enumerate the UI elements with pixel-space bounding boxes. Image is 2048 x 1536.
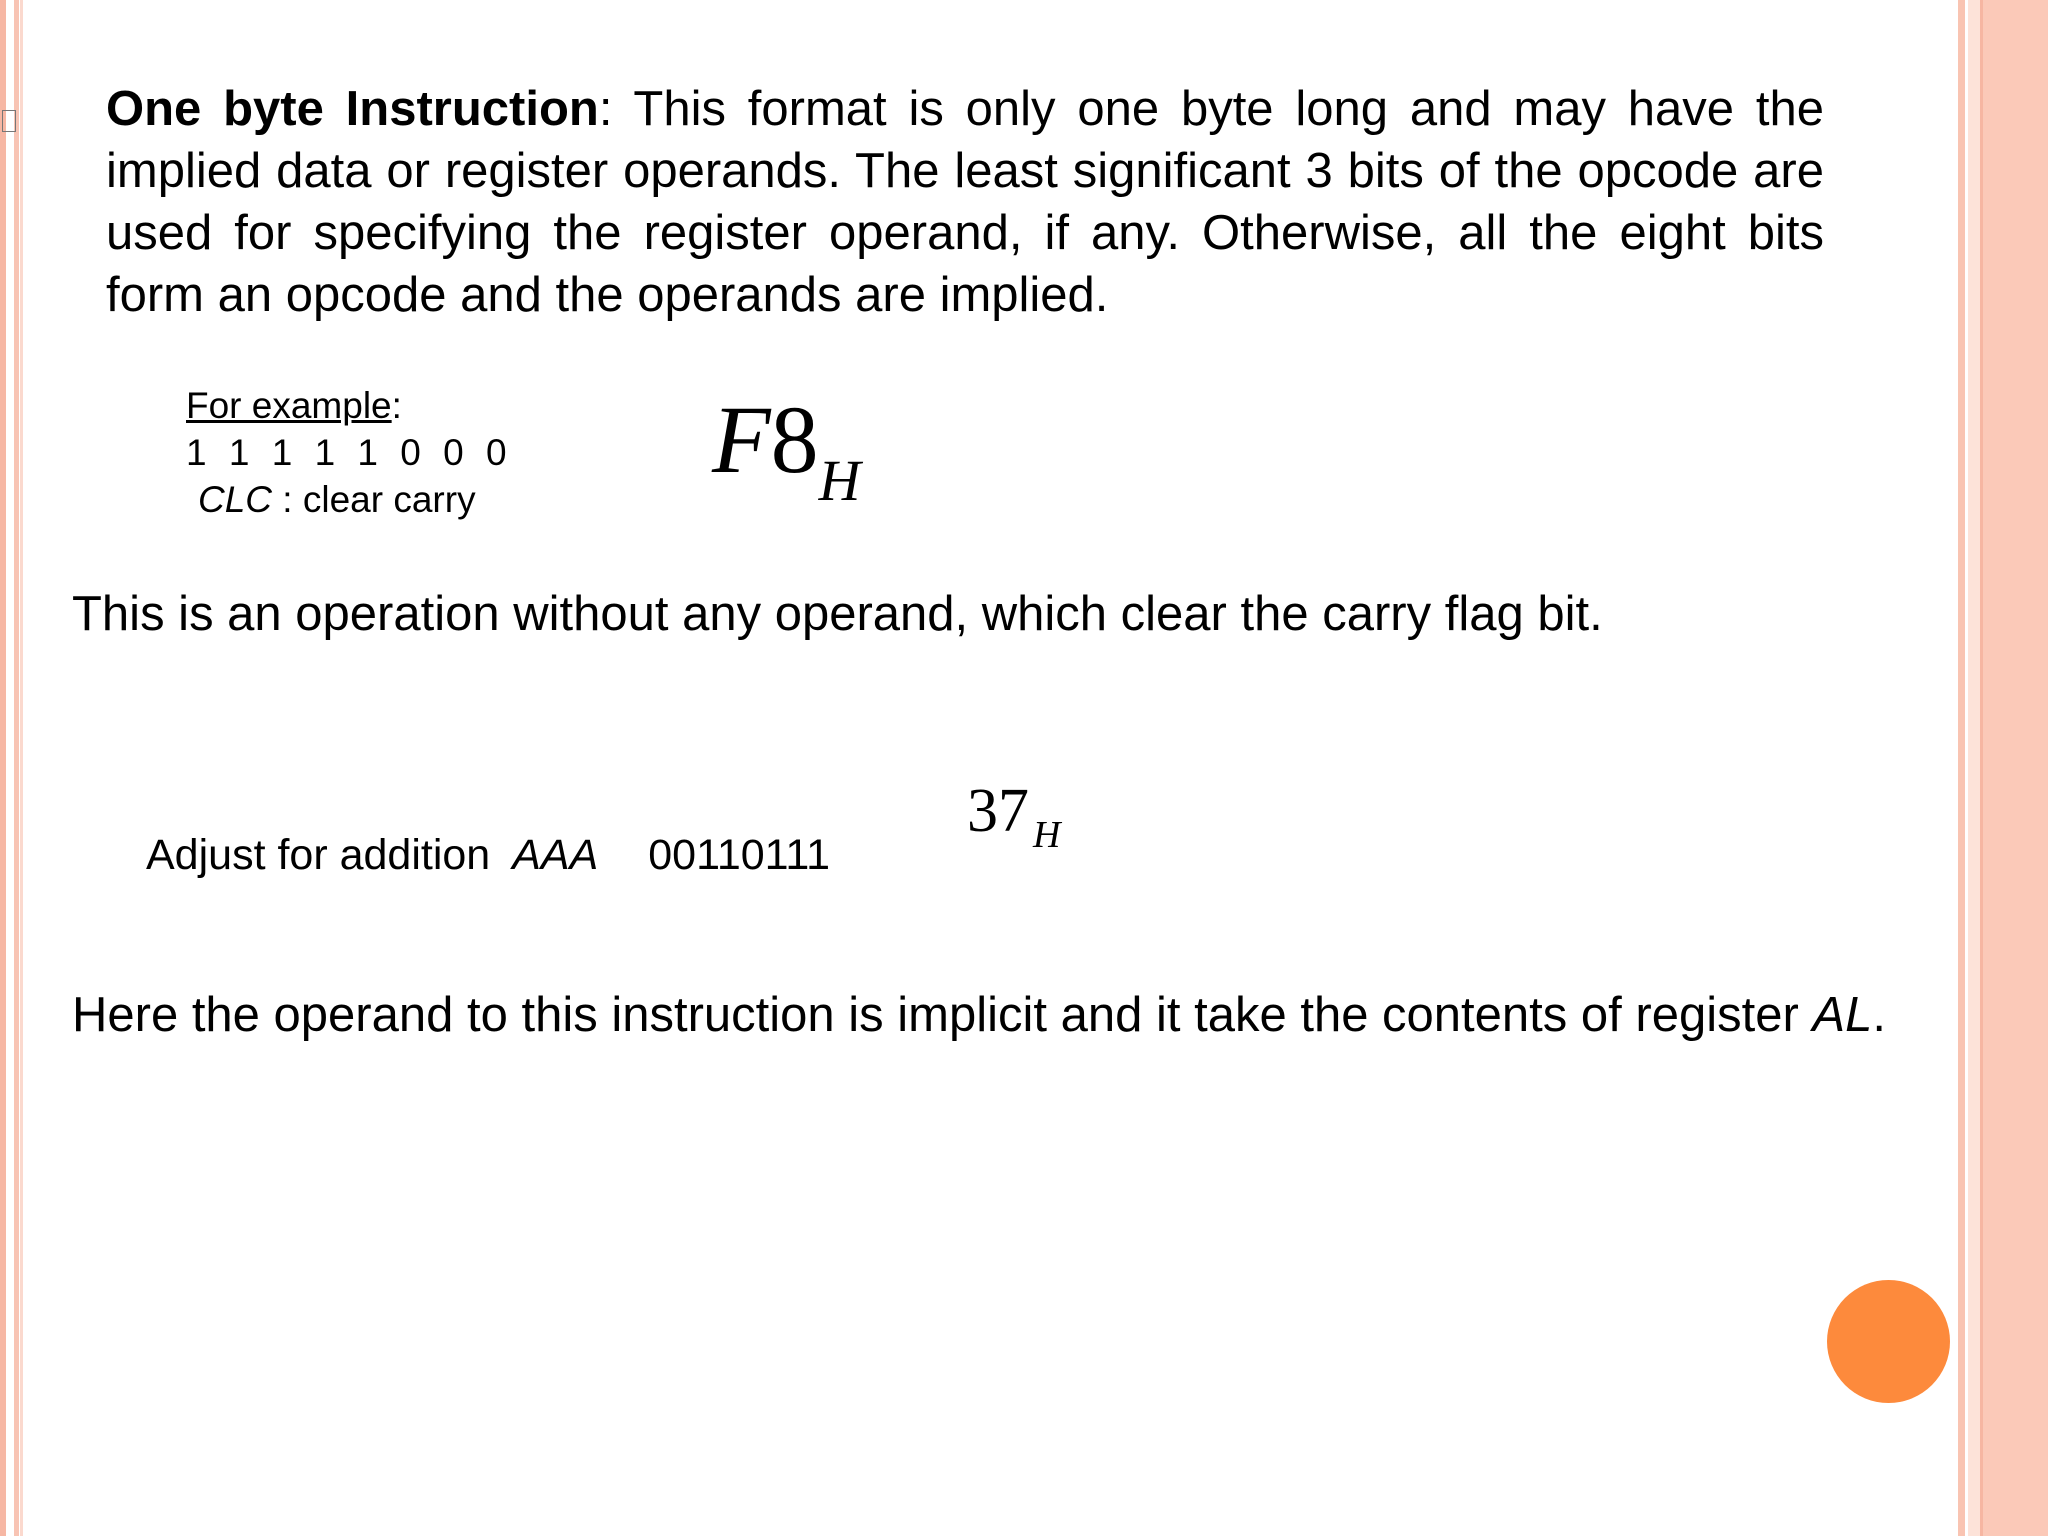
aaa-register: AL	[1812, 988, 1873, 1042]
aaa-hex-value	[967, 776, 1060, 870]
left-border-line	[14, 0, 19, 1536]
aaa-description: Adjust for addition	[146, 831, 491, 879]
example-label: For example	[186, 385, 392, 426]
aaa-explanation-end: .	[1872, 988, 1886, 1042]
example-heading	[186, 382, 513, 429]
example-bits: 1 1 1 1 1 0 0 0	[186, 432, 513, 473]
aaa-hex-subscript: H	[1033, 814, 1061, 856]
aaa-binary: 00110111	[648, 831, 831, 879]
example-label-suffix: :	[391, 385, 402, 426]
clc-explanation: This is an operation without any operand, which clear the carry flag bit.	[72, 587, 1603, 641]
clc-description: : clear carry	[272, 479, 476, 520]
clc-hex-letter: F	[712, 386, 771, 493]
orange-circle-decoration	[1827, 1280, 1950, 1403]
aaa-explanation-text: Here the operand to this instruction is implicit and it take the contents of register	[72, 988, 1813, 1042]
clc-mnemonic: CLC	[198, 479, 273, 520]
aaa-mnemonic: AAA	[512, 831, 599, 879]
clc-hex-subscript: H	[818, 448, 861, 513]
aaa-hex-number: 37	[967, 777, 1029, 845]
clc-hex-value	[712, 386, 861, 531]
bullet-icon	[2, 110, 16, 132]
intro-text: : This format is only one byte long and may have the implied data or register operands. The least significant 3 bits of the opcode are used for specifying the register operand, if any. Otherwise, all the eight bits form an opcode and the operands are implied.	[106, 82, 1824, 322]
left-border-band	[0, 0, 6, 1536]
aaa-explanation	[72, 984, 1892, 1046]
right-border-gap	[1968, 0, 1980, 1536]
aaa-row	[146, 829, 830, 881]
right-border-stripe	[1958, 0, 1965, 1536]
right-border-band	[1983, 0, 2048, 1536]
example-block	[186, 382, 513, 523]
left-border-inner	[20, 0, 23, 1536]
example-clc-line	[186, 476, 513, 523]
intro-term: One byte Instruction	[106, 82, 599, 136]
clc-hex-digit: 8	[770, 386, 819, 493]
intro-paragraph	[106, 78, 1824, 326]
